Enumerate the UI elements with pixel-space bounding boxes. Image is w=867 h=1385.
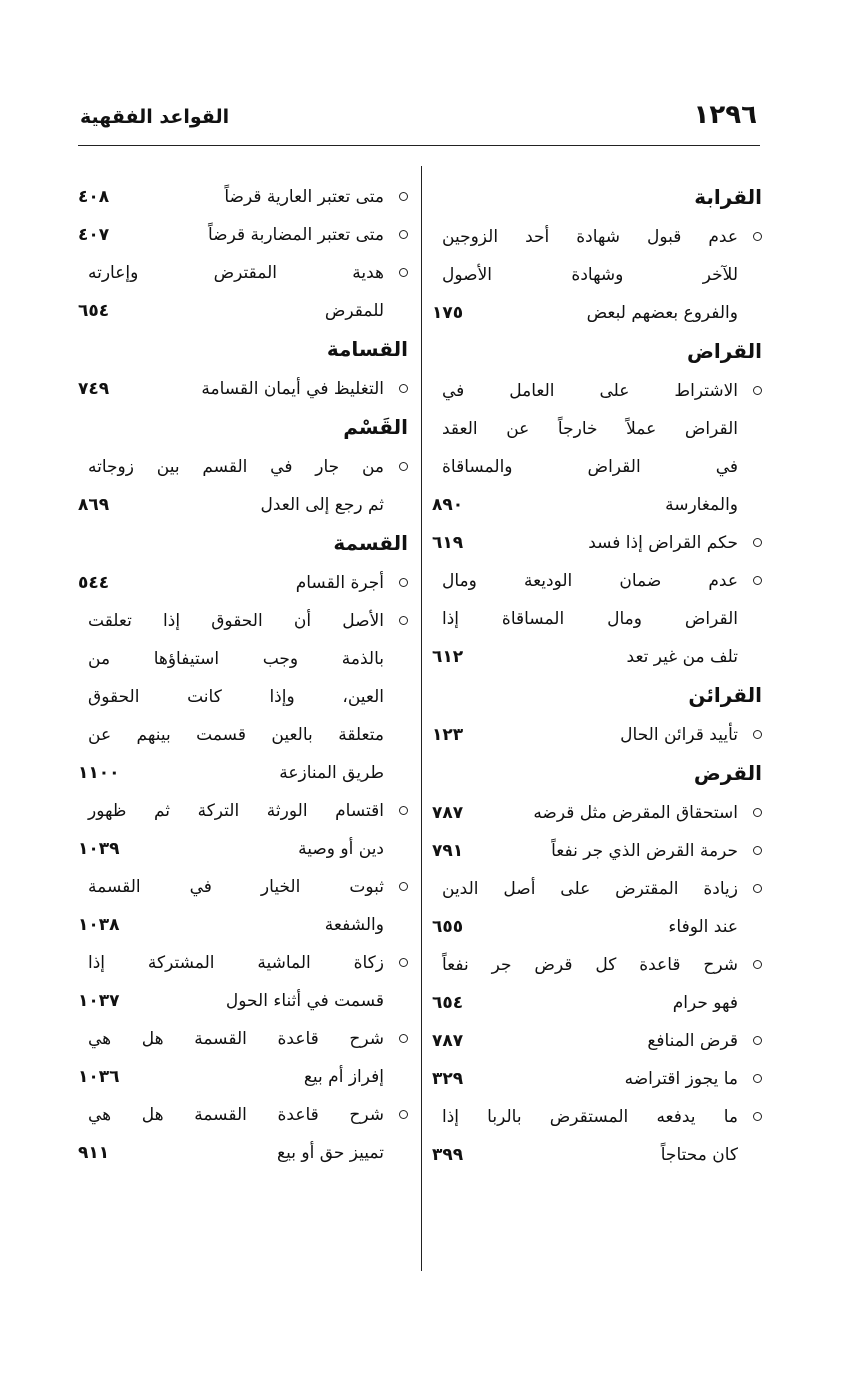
entry-text: تأييد قرائن الحال [620, 725, 738, 745]
entry-line [432, 1098, 762, 1136]
entry-text: القراض ومال المساقاة إذا [442, 609, 738, 629]
entry-line [432, 716, 762, 754]
entry-page-number: ٦٥٤ [78, 301, 110, 321]
entry-text: استحقاق المقرض مثل قرضه [533, 803, 738, 823]
entry-text: إفراز أم بيع [303, 1067, 384, 1087]
entry-text: للآخر وشهادة الأصول [442, 265, 738, 285]
entry-line [78, 792, 408, 830]
entry-text: العين، وإذا كانت الحقوق [88, 687, 384, 707]
entry-page-number: ٦٥٥ [432, 917, 464, 937]
entry-line [78, 254, 408, 292]
entry-page-number: ٤٠٧ [78, 225, 110, 245]
section-heading: القرائن [688, 683, 762, 707]
section-heading: القَسْم [343, 415, 408, 439]
entry-text: اقتسام الورثة التركة ثم ظهور [88, 801, 384, 821]
index-entry [78, 1020, 408, 1096]
entry-line [78, 678, 408, 716]
circle-bullet-icon [753, 232, 762, 241]
entry-line [78, 292, 408, 330]
circle-bullet-icon [753, 1036, 762, 1045]
circle-bullet-icon [399, 578, 408, 587]
section-heading: القرض [693, 761, 762, 785]
entry-page-number: ٥٤٤ [78, 573, 110, 593]
entry-page-number: ٧٤٩ [78, 379, 110, 399]
index-entry [432, 794, 762, 832]
entry-text: عدم قبول شهادة أحد الزوجين [442, 227, 738, 247]
entry-line [78, 448, 408, 486]
index-entry [78, 564, 408, 602]
entry-text: شرح قاعدة القسمة هل هي [88, 1105, 384, 1125]
circle-bullet-icon [753, 730, 762, 739]
entry-line [78, 640, 408, 678]
entry-page-number: ٣٩٩ [432, 1145, 464, 1165]
index-column-right [432, 178, 762, 1174]
entry-page-number: ١١٠٠ [78, 763, 120, 783]
circle-bullet-icon [753, 960, 762, 969]
entry-line [432, 946, 762, 984]
entry-line [78, 602, 408, 640]
entry-text: والشفعة [324, 915, 384, 935]
index-entry [432, 372, 762, 524]
column-divider [421, 166, 422, 1271]
entry-line [432, 600, 762, 638]
circle-bullet-icon [399, 230, 408, 239]
entry-line [78, 982, 408, 1020]
entry-text: القراض عملاً خارجاً عن العقد [442, 419, 738, 439]
entry-line [78, 216, 408, 254]
entry-text: للمقرض [324, 301, 384, 321]
entry-page-number: ١٠٣٨ [78, 915, 120, 935]
entry-page-number: ٤٠٨ [78, 187, 110, 207]
entry-text: ثبوت الخيار في القسمة [88, 877, 384, 897]
entry-line [432, 1022, 762, 1060]
index-entry [432, 716, 762, 754]
index-entry [78, 868, 408, 944]
entry-page-number: ١٠٣٧ [78, 991, 120, 1011]
section-heading: القسامة [326, 337, 408, 361]
circle-bullet-icon [399, 958, 408, 967]
entry-page-number: ٩١١ [78, 1143, 110, 1163]
entry-page-number: ٦١٩ [432, 533, 464, 553]
page-number: ١٢٩٦ [693, 100, 757, 130]
circle-bullet-icon [753, 538, 762, 547]
entry-text: في القراض والمساقاة [442, 457, 738, 477]
entry-line [78, 178, 408, 216]
index-entry [432, 870, 762, 946]
entry-line [432, 984, 762, 1022]
entry-line [432, 486, 762, 524]
entry-line [432, 218, 762, 256]
entry-page-number: ١٧٥ [432, 303, 464, 323]
entry-line [78, 1058, 408, 1096]
entry-text: والمغارسة [665, 495, 738, 515]
entry-text: قرض المنافع [647, 1031, 738, 1051]
entry-line [78, 1020, 408, 1058]
entry-text: متى تعتبر المضاربة قرضاً [207, 225, 384, 245]
entry-page-number: ٨٦٩ [78, 495, 110, 515]
circle-bullet-icon [753, 386, 762, 395]
index-entry [78, 1096, 408, 1172]
entry-line [78, 868, 408, 906]
index-entry [432, 218, 762, 332]
entry-line [432, 256, 762, 294]
index-entry [432, 946, 762, 1022]
entry-text: الاشتراط على العامل في [442, 381, 738, 401]
index-entry [432, 1060, 762, 1098]
index-entry [432, 1022, 762, 1060]
entry-text: عدم ضمان الوديعة ومال [442, 571, 738, 591]
index-entry [78, 216, 408, 254]
entry-page-number: ١٠٣٩ [78, 839, 120, 859]
entry-text: هدية المقترض وإعارته [88, 263, 384, 283]
entry-page-number: ١٢٣ [432, 725, 464, 745]
entry-page-number: ٣٢٩ [432, 1069, 464, 1089]
index-entry [432, 832, 762, 870]
entry-line [432, 794, 762, 832]
circle-bullet-icon [399, 1110, 408, 1119]
entry-line [78, 564, 408, 602]
entry-text: متعلقة بالعين قسمت بينهم عن [88, 725, 384, 745]
entry-text: متى تعتبر العارية قرضاً [224, 187, 384, 207]
entry-line [432, 448, 762, 486]
circle-bullet-icon [753, 1112, 762, 1121]
entry-text: من جار في القسم بين زوجاته [88, 457, 384, 477]
index-column-left [78, 178, 408, 1172]
circle-bullet-icon [753, 846, 762, 855]
entry-text: الأصل أن الحقوق إذا تعلقت [88, 611, 384, 631]
index-entry [78, 254, 408, 330]
section-heading: القراض [687, 339, 762, 363]
section-heading: القسمة [333, 531, 408, 555]
entry-line [432, 524, 762, 562]
circle-bullet-icon [753, 1074, 762, 1083]
entry-text: عند الوفاء [668, 917, 738, 937]
header-rule [78, 145, 760, 146]
entry-text: طريق المنازعة [279, 763, 384, 783]
entry-text: التغليظ في أيمان القسامة [201, 379, 384, 399]
entry-line [432, 908, 762, 946]
index-entry [78, 370, 408, 408]
entry-line [432, 562, 762, 600]
entry-text: تلف من غير تعد [626, 647, 738, 667]
entry-line [78, 754, 408, 792]
entry-line [78, 906, 408, 944]
entry-line [78, 486, 408, 524]
index-entry [432, 1098, 762, 1174]
circle-bullet-icon [399, 268, 408, 277]
entry-text: ما يدفعه المستقرض بالربا إذا [442, 1107, 738, 1127]
entry-text: أجرة القسام [295, 573, 384, 593]
entry-text: تمييز حق أو بيع [277, 1143, 384, 1163]
entry-line [432, 410, 762, 448]
entry-text: قسمت في أثناء الحول [225, 991, 384, 1011]
entry-page-number: ٨٩٠ [432, 495, 464, 515]
entry-page-number: ١٠٣٦ [78, 1067, 120, 1087]
entry-page-number: ٧٩١ [432, 841, 464, 861]
entry-page-number: ٦١٢ [432, 647, 464, 667]
entry-line [432, 638, 762, 676]
circle-bullet-icon [399, 882, 408, 891]
entry-page-number: ٧٨٧ [432, 803, 464, 823]
entry-page-number: ٦٥٤ [432, 993, 464, 1013]
entry-text: زيادة المقترض على أصل الدين [442, 879, 738, 899]
index-entry [78, 178, 408, 216]
entry-line [432, 1136, 762, 1174]
circle-bullet-icon [753, 576, 762, 585]
entry-text: ثم رجع إلى العدل [260, 495, 384, 515]
entry-text: حكم القراض إذا فسد [588, 533, 738, 553]
entry-text: كان محتاجاً [660, 1145, 738, 1165]
index-entry [78, 448, 408, 524]
index-entry [78, 792, 408, 868]
entry-line [78, 716, 408, 754]
circle-bullet-icon [399, 616, 408, 625]
entry-line [78, 1134, 408, 1172]
entry-text: ما يجوز اقتراضه [624, 1069, 738, 1089]
entry-text: فهو حرام [672, 993, 738, 1013]
entry-line [432, 372, 762, 410]
entry-text: زكاة الماشية المشتركة إذا [88, 953, 384, 973]
entry-line [78, 370, 408, 408]
entry-text: دين أو وصية [298, 839, 384, 859]
entry-line [432, 294, 762, 332]
running-title: القواعد الفقهية [80, 106, 230, 128]
circle-bullet-icon [753, 808, 762, 817]
circle-bullet-icon [399, 1034, 408, 1043]
entry-text: حرمة القرض الذي جر نفعاً [551, 841, 738, 861]
circle-bullet-icon [399, 192, 408, 201]
circle-bullet-icon [399, 806, 408, 815]
index-entry [432, 562, 762, 676]
circle-bullet-icon [399, 462, 408, 471]
index-entry [78, 944, 408, 1020]
index-entry [78, 602, 408, 792]
entry-line [78, 830, 408, 868]
entry-text: شرح قاعدة القسمة هل هي [88, 1029, 384, 1049]
entry-line [432, 832, 762, 870]
entry-text: والفروع بعضهم لبعض [586, 303, 738, 323]
entry-line [78, 944, 408, 982]
circle-bullet-icon [399, 384, 408, 393]
section-heading: القرابة [694, 185, 762, 209]
index-entry [432, 524, 762, 562]
entry-line [432, 1060, 762, 1098]
entry-line [78, 1096, 408, 1134]
entry-line [432, 870, 762, 908]
entry-text: شرح قاعدة كل قرض جر نفعاً [442, 955, 738, 975]
entry-text: بالذمة وجب استيفاؤها من [88, 649, 384, 669]
circle-bullet-icon [753, 884, 762, 893]
entry-page-number: ٧٨٧ [432, 1031, 464, 1051]
